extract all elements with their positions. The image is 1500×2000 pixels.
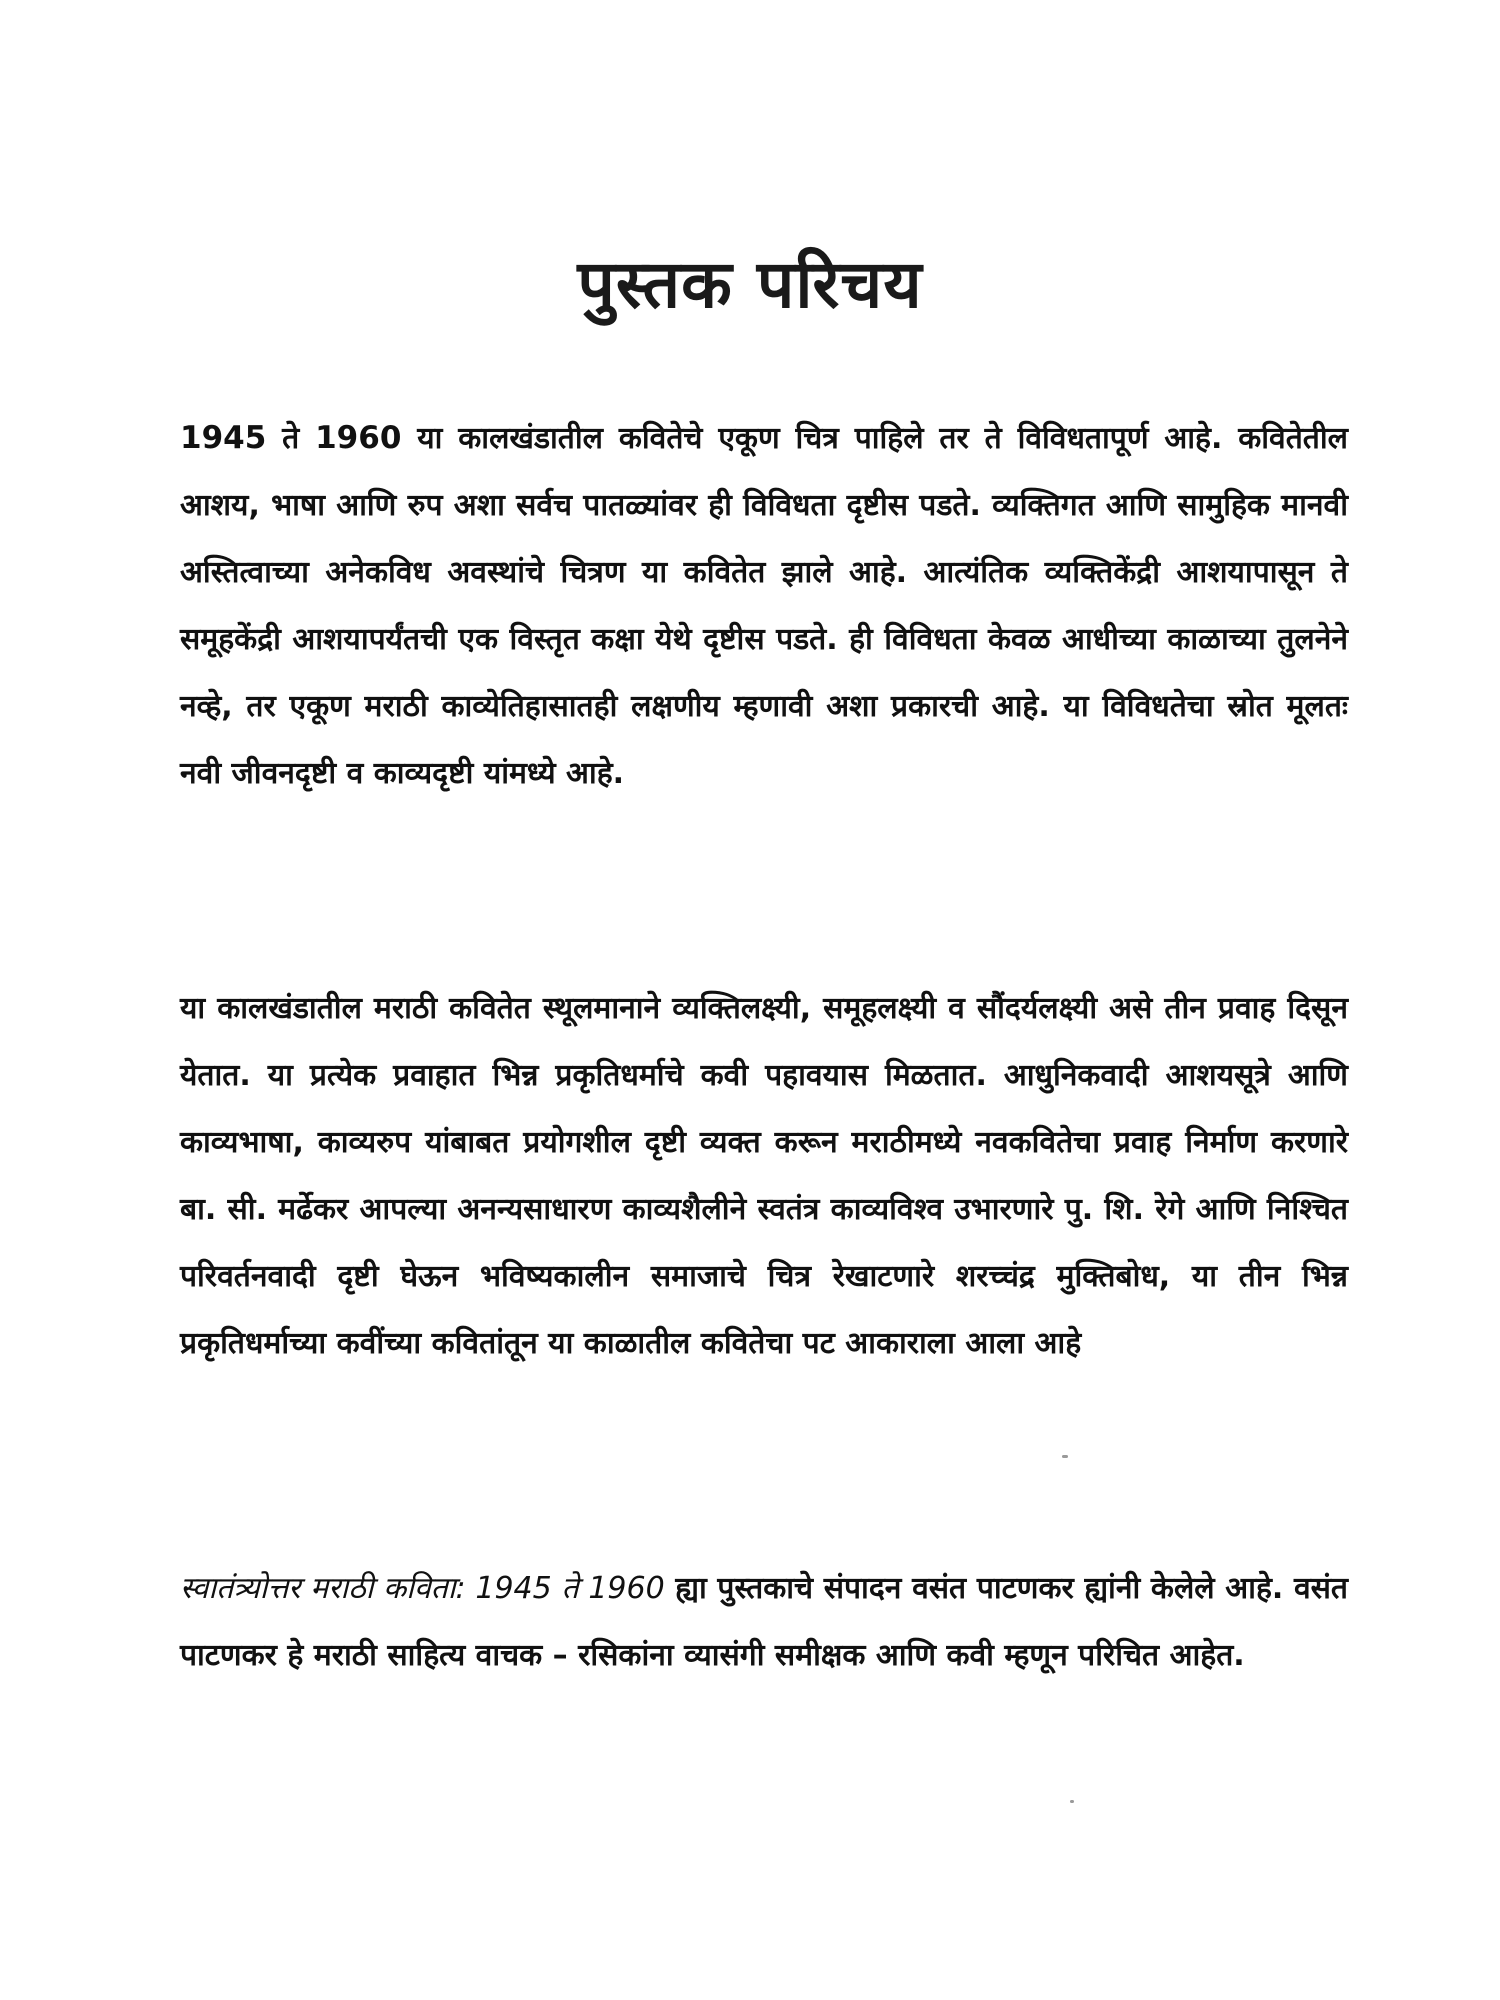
paragraph-text: ह्यांनी केलेले आहे. वसंत पाटणकर हे मराठी साहित्य वाचक – रसिकांना व्यासंगी समीक्षक आणि कवी म्हणून परिचित आहेत. [180,1571,1349,1673]
paragraph-editor-note [180,1555,1348,1689]
page-title: पुस्तक परिचय [577,246,923,323]
year-end: 1960 [315,420,402,456]
editor-name: वसंत पाटणकर [912,1571,1074,1606]
year-start: 1945 [180,420,267,456]
scan-speck [1070,1800,1074,1803]
paragraph-text: या कालखंडातील कवितेचे एकूण चित्र पाहिले तर ते विविधतापूर्ण आहे. कवितेतील आशय, भाषा आणि रुप अशा सर्वच पातळ्यांवर ही विविधता दृष्टीस पडते. व्यक्तिगत आणि सामुहिक मानवी अस्तित्वाच्या अनेकविध अवस्थांचे चित्रण या कवितेत झाले आहे. आत्यंतिक व्यक्तिकेंद्री आशयापासून ते समूहकेंद्री आशयापर्यंतची एक विस्तृत कक्षा येथे दृष्टीस पडते. ही विविधता केवळ आधीच्या काळाच्या तुलनेने नव्हे, तर एकूण मराठी काव्येतिहासातही लक्षणीय म्हणावी अशा प्रकारची आहे. या विविधतेचा स्रोत मूलतः नवी जीवनदृष्टी व काव्यदृष्टी यांमध्ये आहे. [180,421,1349,791]
paragraph-text: या कालखंडातील मराठी कवितेत स्थूलमानाने व्यक्तिलक्ष्यी, समूहलक्ष्यी व सौंदर्यलक्ष्यी असे तीन प्रवाह दिसून येतात. या प्रत्येक प्रवाहात भिन्न प्रकृतिधर्माचे कवी पहावयास मिळतात. आधुनिकवादी आशयसूत्रे आणि काव्यभाषा, काव्यरुप यांबाबत प्रयोगशील दृष्टी व्यक्त करून मराठीमध्ये नवकवितेचा प्रवाह निर्माण करणारे बा. सी. मर्ढेकर आपल्या अनन्यसाधारण काव्यशैलीने स्वतंत्र काव्यविश्व उभारणारे पु. शि. रेगे आणि निश्चित परिवर्तनवादी दृष्टी घेऊन भविष्यकालीन समाजाचे चित्र रेखाटणारे शरच्चंद्र मुक्तिबोध, या तीन भिन्न प्रकृतिधर्माच्या कवींच्या कवितांतून या काळातील कवितेचा पट आकाराला आला आहे [180,991,1348,1361]
scan-speck [1062,1455,1068,1458]
book-title: स्वातंत्र्योत्तर मराठी कविता: 1945 ते 1960 [180,1571,665,1606]
paragraph-text: ह्या पुस्तकाचे संपादन [675,1571,902,1606]
paragraph-poetic-streams [180,975,1348,1377]
year-connector: ते [282,421,300,456]
paragraph-period-overview [180,405,1348,807]
